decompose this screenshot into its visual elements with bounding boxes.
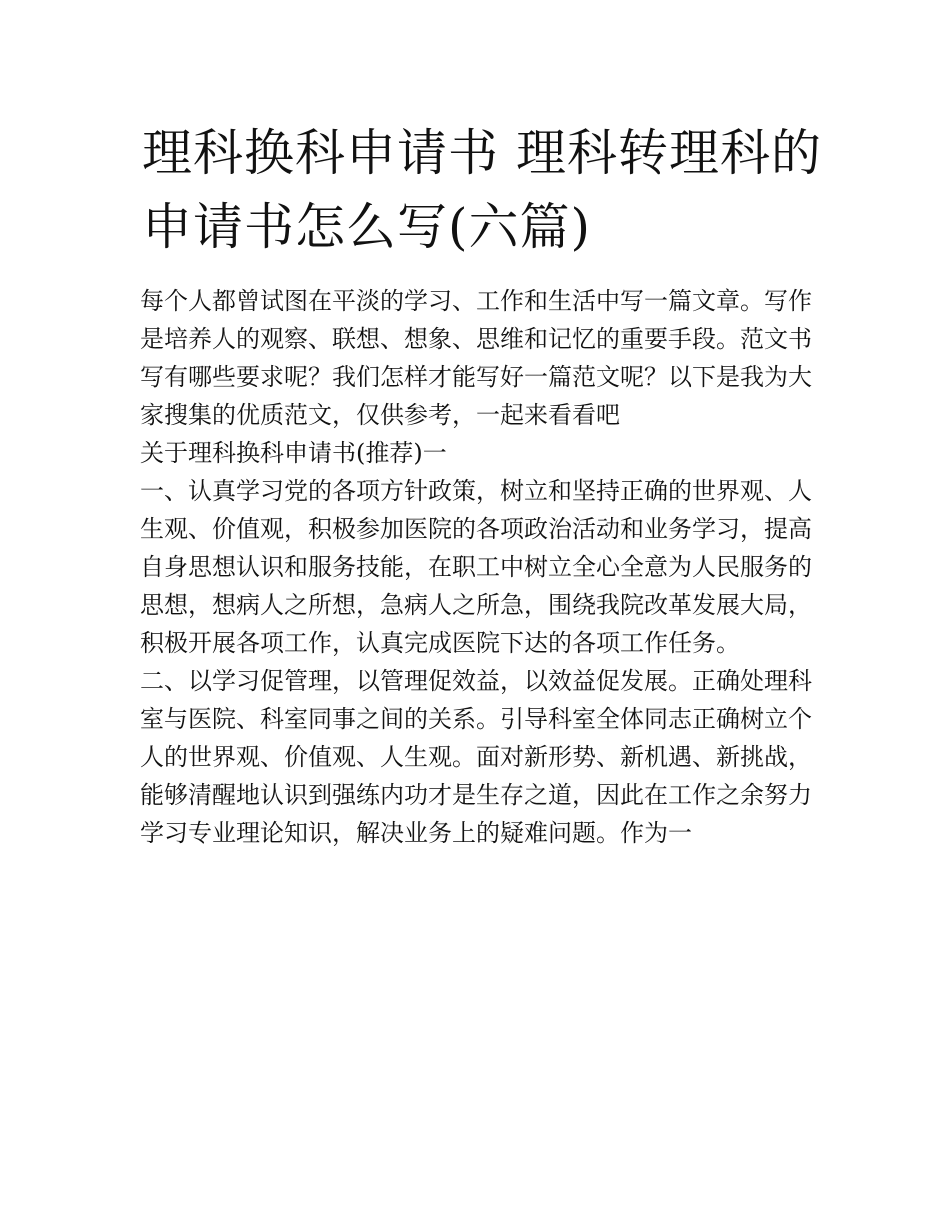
section-heading: 关于理科换科申请书(推荐)一 <box>140 439 447 467</box>
document-body <box>140 282 812 852</box>
intro-paragraph: 每个人都曾试图在平淡的学习、工作和生活中写一篇文章。写作是培养人的观察、联想、想象、思维和记忆的重要手段。范文书写有哪些要求呢？我们怎样才能写好一篇范文呢？以下是我为大家搜集的优质范文，仅供参考，一起来看看吧 <box>140 287 812 429</box>
paragraph-point-two: 二、以学习促管理，以管理促效益，以效益促发展。正确处理科室与医院、科室同事之间的关系。引导科室全体同志正确树立个人的世界观、价值观、人生观。面对新形势、新机遇、新挑战，能够清醒地认识到强练内功才是生存之道，因此在工作之余努力学习专业理论知识，解决业务上的疑难问题。作为一 <box>140 667 812 847</box>
document-title: 理科换科申请书 理科转理科的申请书怎么写(六篇) <box>142 124 822 256</box>
paragraph-point-one: 一、认真学习党的各项方针政策，树立和坚持正确的世界观、人生观、价值观，积极参加医院的各项政治活动和业务学习，提高自身思想认识和服务技能，在职工中树立全心全意为人民服务的思想，想病人之所想，急病人之所急，围绕我院改革发展大局，积极开展各项工作，认真完成医院下达的各项工作任务。 <box>140 477 812 657</box>
